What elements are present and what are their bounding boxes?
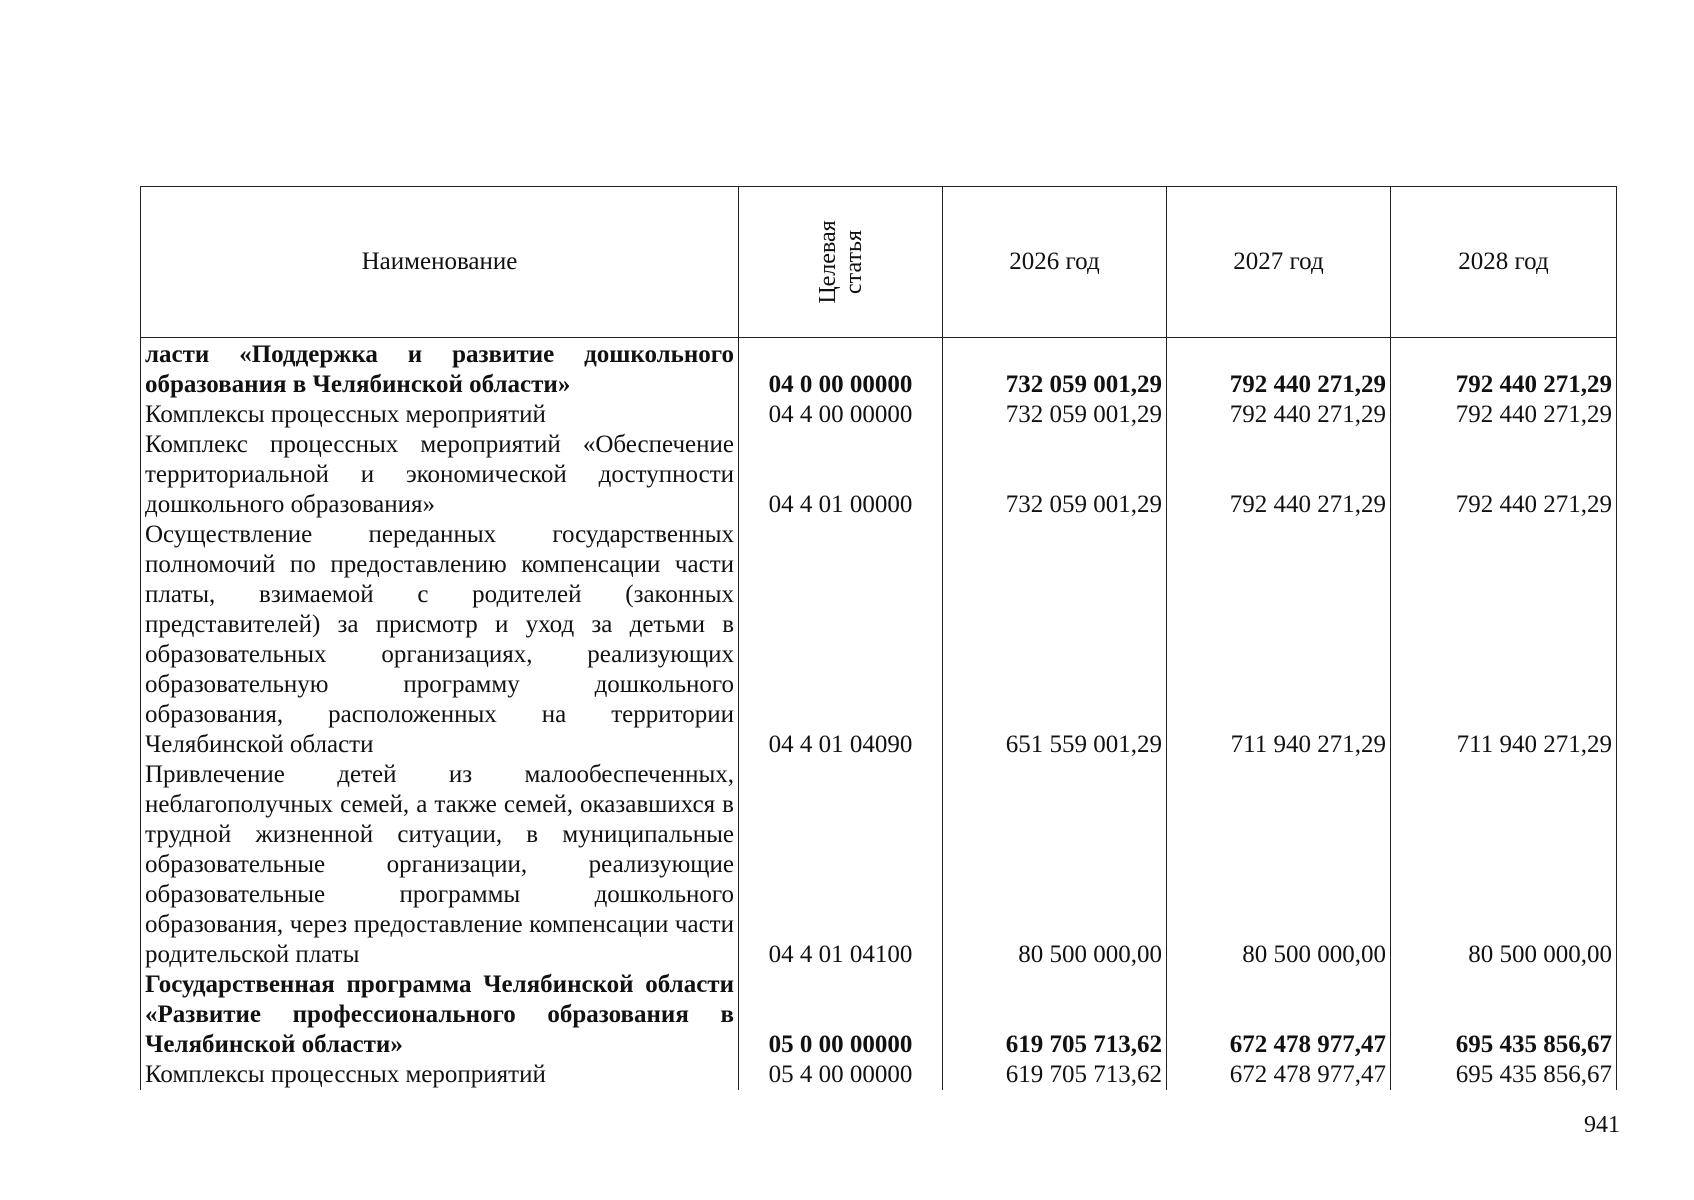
page-number: 941	[1584, 1112, 1620, 1138]
row-2027: 711 940 271,29	[1167, 520, 1391, 760]
row-2027: 792 440 271,29	[1167, 338, 1391, 401]
row-code: 04 4 01 00000	[739, 430, 943, 520]
row-code: 04 4 01 04100	[739, 760, 943, 970]
row-name: Комплексы процессных мероприятий	[141, 400, 739, 430]
table-header	[141, 187, 1617, 338]
row-name: Государственная программа Челябинской области «Развитие профессионального образования в Челябинской области»	[141, 970, 739, 1060]
row-2026: 732 059 001,29	[943, 430, 1167, 520]
row-code: 04 4 00 00000	[739, 400, 943, 430]
row-code: 05 4 00 00000	[739, 1060, 943, 1090]
row-2026: 80 500 000,00	[943, 760, 1167, 970]
row-name: Комплекс процессных мероприятий «Обеспечение территориальной и экономической доступности дошкольного образования»	[141, 430, 739, 520]
budget-table	[140, 186, 1617, 1090]
table-row	[141, 1060, 1617, 1090]
row-2027: 672 478 977,47	[1167, 1060, 1391, 1090]
row-2027: 792 440 271,29	[1167, 400, 1391, 430]
header-2027: 2027 год	[1167, 187, 1391, 338]
table-row	[141, 430, 1617, 520]
header-code	[739, 187, 943, 338]
row-2028: 792 440 271,29	[1391, 400, 1617, 430]
row-name: ласти «Поддержка и развитие дошкольного образования в Челябинской области»	[141, 338, 739, 401]
table-row	[141, 970, 1617, 1060]
row-2028: 80 500 000,00	[1391, 760, 1617, 970]
table-row	[141, 520, 1617, 760]
row-code: 04 0 00 00000	[739, 338, 943, 401]
header-name: Наименование	[141, 187, 739, 338]
table-row	[141, 338, 1617, 401]
row-2028: 695 435 856,67	[1391, 970, 1617, 1060]
header-2026: 2026 год	[943, 187, 1167, 338]
row-2028: 711 940 271,29	[1391, 520, 1617, 760]
row-2028: 695 435 856,67	[1391, 1060, 1617, 1090]
row-2027: 792 440 271,29	[1167, 430, 1391, 520]
row-code: 04 4 01 04090	[739, 520, 943, 760]
row-2028: 792 440 271,29	[1391, 430, 1617, 520]
row-name: Комплексы процессных мероприятий	[141, 1060, 739, 1090]
row-2027: 80 500 000,00	[1167, 760, 1391, 970]
table-body	[141, 338, 1617, 1091]
row-2026: 619 705 713,62	[943, 1060, 1167, 1090]
table-row	[141, 400, 1617, 430]
table-row	[141, 760, 1617, 970]
budget-table-sheet	[140, 186, 1616, 1090]
row-2026: 619 705 713,62	[943, 970, 1167, 1060]
row-name: Осуществление переданных государственных полномочий по предоставлению компенсации части платы, взимаемой с родителей (законных представителей) за присмотр и уход за детьми в образовательных организациях, реализующих образовательную программу дошкольного образования, расположенных на территории Челябинской области	[141, 520, 739, 760]
row-2026: 732 059 001,29	[943, 400, 1167, 430]
row-2028: 792 440 271,29	[1391, 338, 1617, 401]
header-2028: 2028 год	[1391, 187, 1617, 338]
row-2026: 651 559 001,29	[943, 520, 1167, 760]
row-2026: 732 059 001,29	[943, 338, 1167, 401]
row-code: 05 0 00 00000	[739, 970, 943, 1060]
header-code-label: Целевая статья	[814, 220, 867, 304]
row-2027: 672 478 977,47	[1167, 970, 1391, 1060]
row-name: Привлечение детей из малообеспеченных, неблагополучных семей, а также семей, оказавшихся в трудной жизненной ситуации, в муниципальные образовательные организации, реализующие образовательные программы дошкольного образования, через предоставление компенсации части родительской платы	[141, 760, 739, 970]
